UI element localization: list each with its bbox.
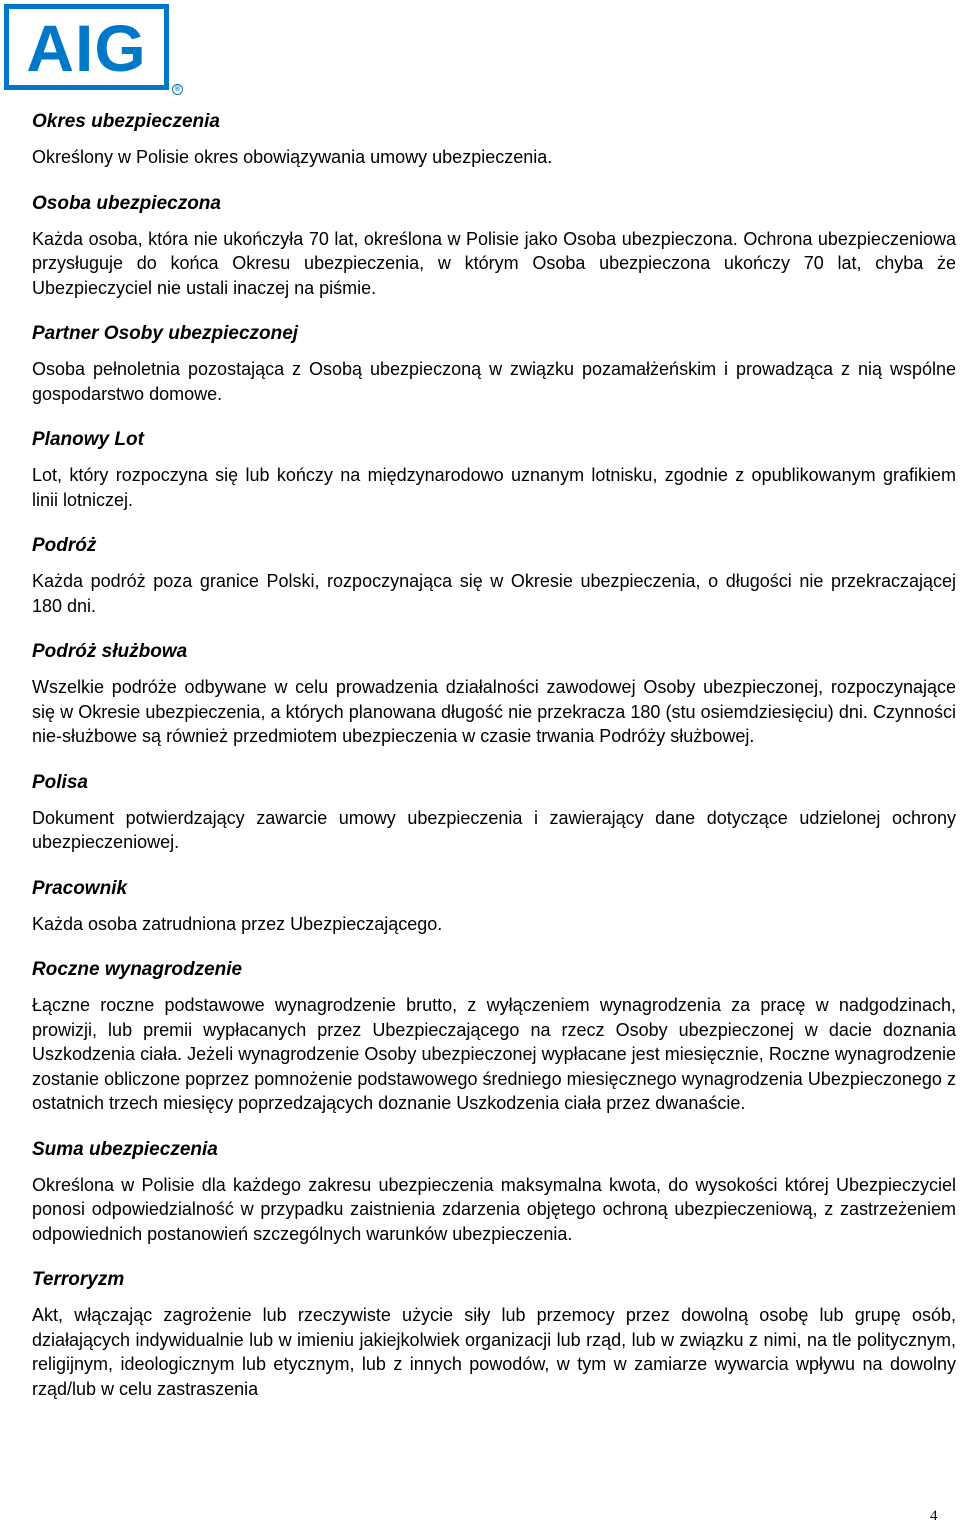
term-heading: Terroryzm <box>32 1269 125 1290</box>
definition-entry <box>32 770 956 855</box>
term-heading: Suma ubezpieczenia <box>32 1138 218 1160</box>
definition-entry <box>32 639 956 749</box>
term-heading: Partner Osoby ubezpieczonej <box>32 323 299 344</box>
registered-trademark-icon: ® <box>172 84 183 95</box>
definition-entry <box>32 191 956 301</box>
definition-entry <box>32 321 956 406</box>
definition-entry <box>32 109 956 170</box>
term-definition: Określona w Polisie dla każdego zakresu ubezpieczenia maksymalna kwota, do wysokości której Ubezpieczyciel ponosi odpowiedzialność w przypadku zaistnienia zdarzenia objętego ochroną ubezpieczeniową, z zastrzeżeniem odpowiednich postanowień szczególnych warunków ubezpieczenia. <box>32 1174 956 1244</box>
term-definition: Określony w Polisie okres obowiązywania umowy ubezpieczenia. <box>32 147 553 167</box>
aig-logo-wordmark: AIG <box>4 4 169 90</box>
term-definition: Łączne roczne podstawowe wynagrodzenie brutto, z wyłączeniem wynagrodzenia za pracę w nadgodzinach, prowizji, lub premii wypłacanych przez Ubezpieczającego na rzecz Osoby ubezpieczonej w dacie doznania Uszkodzenia ciała. Jeżeli wynagrodzenie Osoby ubezpieczonej wypłacane jest miesięcznie, Roczne wynagrodzenie zostanie obliczone poprzez pomnożenie podstawowego średniego miesięcznego wynagrodzenia Ubezpieczonego z ostatnich trzech miesięcy poprzedzających doznanie Uszkodzenia ciała przez dwanaście. <box>32 995 956 1113</box>
term-definition: Lot, który rozpoczyna się lub kończy na międzynarodowo uznanym lotnisku, zgodnie z opublikowanym grafikiem linii lotniczej. <box>32 465 956 510</box>
term-definition: Osoba pełnoletnia pozostająca z Osobą ubezpieczoną w związku pozamałżeńskim i prowadząca z nią wspólne gospodarstwo domowe. <box>32 359 956 404</box>
term-heading: Pracownik <box>32 877 128 899</box>
definitions-list <box>32 109 956 1422</box>
term-heading: Roczne wynagrodzenie <box>32 959 243 980</box>
term-definition: Każda osoba, która nie ukończyła 70 lat, określona w Polisie jako Osoba ubezpieczona. Ochrona ubezpieczeniowa przysługuje do końca Okresu ubezpieczenia, w którym Osoba ubezpieczona ukończy 70 lat, chyba że Ubezpieczyciel nie ustali inaczej na piśmie. <box>32 228 956 298</box>
page-number: 4 <box>930 1508 938 1524</box>
definition-entry <box>32 957 956 1116</box>
term-heading: Osoba ubezpieczona <box>32 192 221 214</box>
term-definition: Każda podróż poza granice Polski, rozpoczynająca się w Okresie ubezpieczenia, o długości nie przekraczającej 180 dni. <box>32 571 956 616</box>
term-definition: Wszelkie podróże odbywane w celu prowadzenia działalności zawodowej Osoby ubezpieczonej, rozpoczynające się w Okresie ubezpieczenia, a których planowana długość nie przekracza 180 (stu osiemdziesięciu) dni. Czynności nie-służbowe są również przedmiotem ubezpieczenia w czasie trwania Podróży służbowej. <box>32 677 956 746</box>
definition-entry <box>32 533 956 618</box>
term-heading: Podróż służbowa <box>32 641 188 662</box>
definition-entry <box>32 1267 956 1401</box>
term-heading: Polisa <box>32 771 88 793</box>
term-definition: Dokument potwierdzający zawarcie umowy ubezpieczenia i zawierający dane dotyczące udzielonej ochrony ubezpieczeniowej. <box>32 807 956 852</box>
definition-entry <box>32 876 956 937</box>
term-heading: Planowy Lot <box>32 429 144 450</box>
term-heading: Okres ubezpieczenia <box>32 111 220 132</box>
definition-entry <box>32 1137 956 1247</box>
term-definition: Akt, włączając zagrożenie lub rzeczywiste użycie siły lub przemocy przez dowolną osobę lub grupę osób, działających indywidualnie lub w imieniu jakiejkolwiek organizacji lub rząd, lub w związku z nimi, na tle politycznym, religijnym, ideologicznym lub etycznym, lub z innych powodów, w tym w zamiarze wywarcia wpływu na dowolny rząd/lub w celu zastraszenia <box>32 1305 956 1399</box>
term-heading: Podróż <box>32 535 97 556</box>
aig-logo <box>4 4 180 92</box>
term-definition: Każda osoba zatrudniona przez Ubezpieczającego. <box>32 913 443 934</box>
definition-entry <box>32 427 956 512</box>
